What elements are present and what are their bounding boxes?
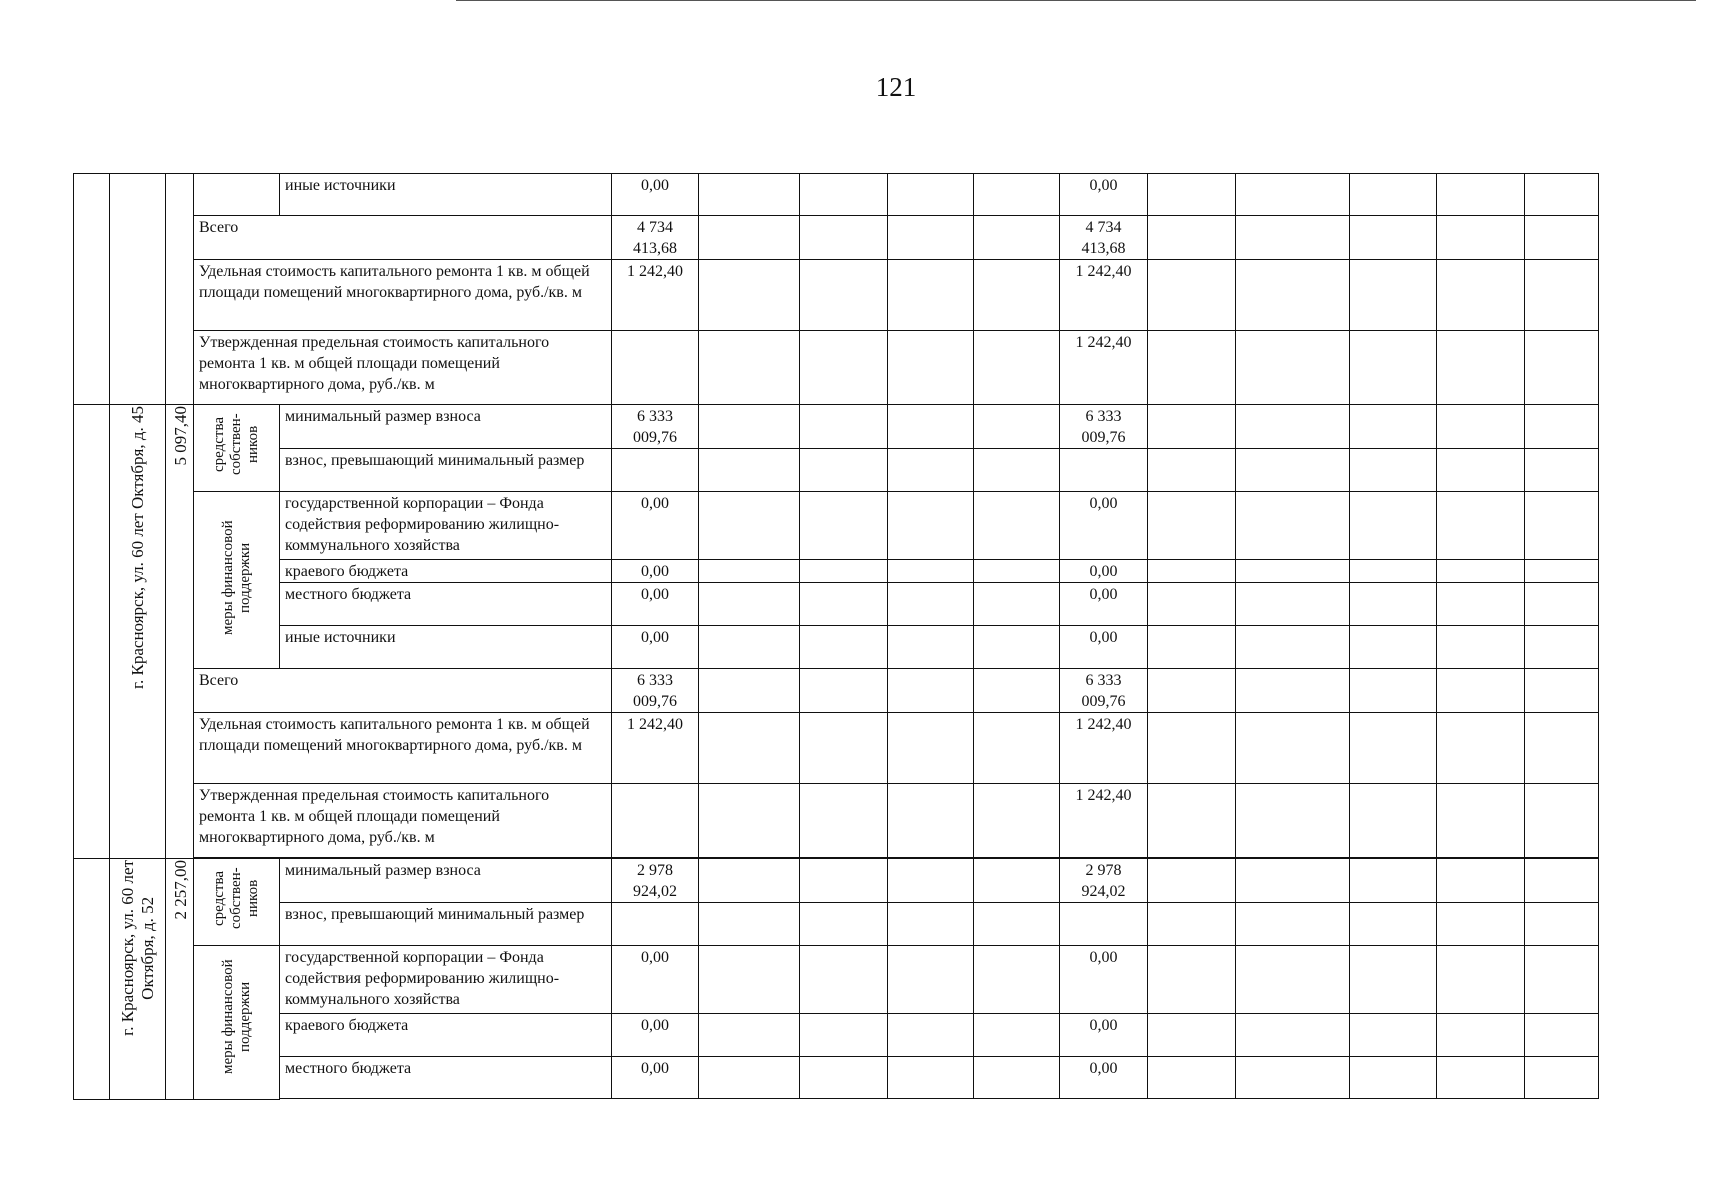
table-row [74, 492, 1599, 560]
value-cell: 0,00 [1060, 1057, 1148, 1099]
table-row [74, 405, 1599, 449]
value-cell: 6 333 009,76 [1060, 669, 1148, 713]
value-cell: 0,00 [1060, 560, 1148, 583]
value-cell: 1 242,40 [1060, 331, 1148, 405]
address-cell [74, 174, 110, 405]
row-label: Утвержденная предельная стоимость капитального ремонта 1 кв. м общей площади помещений многоквартирного дома, руб./кв. м [194, 331, 612, 405]
address-cell [110, 174, 166, 405]
row-label: краевого бюджета [280, 1014, 612, 1057]
row-label: Удельная стоимость капитального ремонта 1 кв. м общей площади помещений многоквартирного дома, руб./кв. м [194, 713, 612, 784]
category-cell [194, 174, 280, 216]
value-cell: 1 242,40 [1060, 260, 1148, 331]
table-row [74, 669, 1599, 713]
value-cell: 0,00 [1060, 626, 1148, 669]
owners-funds-cell [194, 405, 280, 492]
owners-funds-cell [194, 859, 280, 946]
row-number-cell [74, 859, 110, 1100]
owners-funds-label: средства собствен-ников [211, 413, 261, 475]
value-cell: 1 242,40 [612, 260, 699, 331]
table-row [74, 560, 1599, 583]
row-label: взнос, превышающий минимальный размер [280, 903, 612, 946]
row-label: государственной корпорации – Фонда содействия реформированию жилищно-коммунального хозяйства [280, 492, 612, 560]
table-row [74, 713, 1599, 784]
value-cell: 0,00 [1060, 174, 1148, 216]
row-label: государственной корпорации – Фонда содействия реформированию жилищно-коммунального хозяйства [280, 946, 612, 1014]
value-cell: 0,00 [612, 174, 699, 216]
row-label: краевого бюджета [280, 560, 612, 583]
support-measures-label: меры финансовой поддержки [219, 520, 253, 636]
page-number: 121 [875, 72, 917, 102]
house-area: 2 257,00 [171, 860, 190, 920]
value-cell: 0,00 [612, 946, 699, 1014]
row-label: Всего [194, 669, 612, 713]
row-label: местного бюджета [280, 583, 612, 626]
table-row [74, 449, 1599, 492]
value-cell: 6 333 009,76 [1060, 405, 1148, 449]
table-row [74, 859, 1599, 903]
area-cell [166, 405, 194, 859]
value-cell: 2 978 924,02 [1060, 859, 1148, 903]
value-cell: 1 242,40 [1060, 713, 1148, 784]
table-row [74, 946, 1599, 1014]
support-measures-label: меры финансовой поддержки [219, 959, 253, 1075]
value-cell: 4 734 413,68 [1060, 216, 1148, 260]
owners-funds-label: средства собствен-ников [211, 867, 261, 929]
value-cell: 2 978 924,02 [612, 859, 699, 903]
table-row [74, 1057, 1599, 1099]
row-number-cell [74, 405, 110, 859]
value-cell: 0,00 [612, 492, 699, 560]
value-cell: 1 242,40 [612, 713, 699, 784]
table-row [74, 903, 1599, 946]
value-cell: 0,00 [612, 626, 699, 669]
value-cell: 0,00 [1060, 946, 1148, 1014]
value-cell: 0,00 [1060, 492, 1148, 560]
support-measures-cell [194, 492, 280, 669]
row-label: иные источники [280, 626, 612, 669]
value-cell: 4 734 413,68 [612, 216, 699, 260]
value-cell: 6 333 009,76 [612, 669, 699, 713]
table-row [74, 174, 1599, 216]
support-measures-cell [194, 946, 280, 1100]
value-cell: 0,00 [612, 583, 699, 626]
row-label: иные источники [280, 174, 612, 216]
value-cell: 0,00 [612, 1014, 699, 1057]
value-cell: 0,00 [1060, 1014, 1148, 1057]
area-cell [166, 859, 194, 1100]
row-label: минимальный размер взноса [280, 859, 612, 903]
value-cell: 0,00 [1060, 583, 1148, 626]
house-area: 5 097,40 [171, 406, 190, 466]
row-label: Всего [194, 216, 612, 260]
value-cell: 0,00 [612, 560, 699, 583]
address-cell [110, 405, 166, 859]
table-row [74, 1014, 1599, 1057]
row-label: Утвержденная предельная стоимость капитального ремонта 1 кв. м общей площади помещений многоквартирного дома, руб./кв. м [194, 784, 612, 858]
table-row [74, 216, 1599, 260]
row-label: взнос, превышающий минимальный размер [280, 449, 612, 492]
table-row [74, 784, 1599, 858]
repair-cost-table [73, 173, 1599, 1100]
house-address-line: г. Красноярск, ул. 60 лет [117, 860, 137, 1036]
area-cell [166, 174, 194, 405]
row-label: Удельная стоимость капитального ремонта 1 кв. м общей площади помещений многоквартирного дома, руб./кв. м [194, 260, 612, 331]
address-cell [110, 859, 166, 1100]
top-rule [456, 0, 1696, 1]
house-address [118, 860, 158, 1036]
value-cell: 1 242,40 [1060, 784, 1148, 858]
value-cell: 0,00 [612, 1057, 699, 1099]
house-address-line: Октября, д. 52 [137, 896, 157, 1000]
table-row [74, 583, 1599, 626]
row-label: минимальный размер взноса [280, 405, 612, 449]
table-row [74, 260, 1599, 331]
table-row [74, 331, 1599, 405]
value-cell: 6 333 009,76 [612, 405, 699, 449]
house-address: г. Красноярск, ул. 60 лет Октября, д. 45 [127, 406, 147, 690]
row-label: местного бюджета [280, 1057, 612, 1099]
table-row [74, 626, 1599, 669]
table-row-spacer [74, 1099, 1599, 1100]
